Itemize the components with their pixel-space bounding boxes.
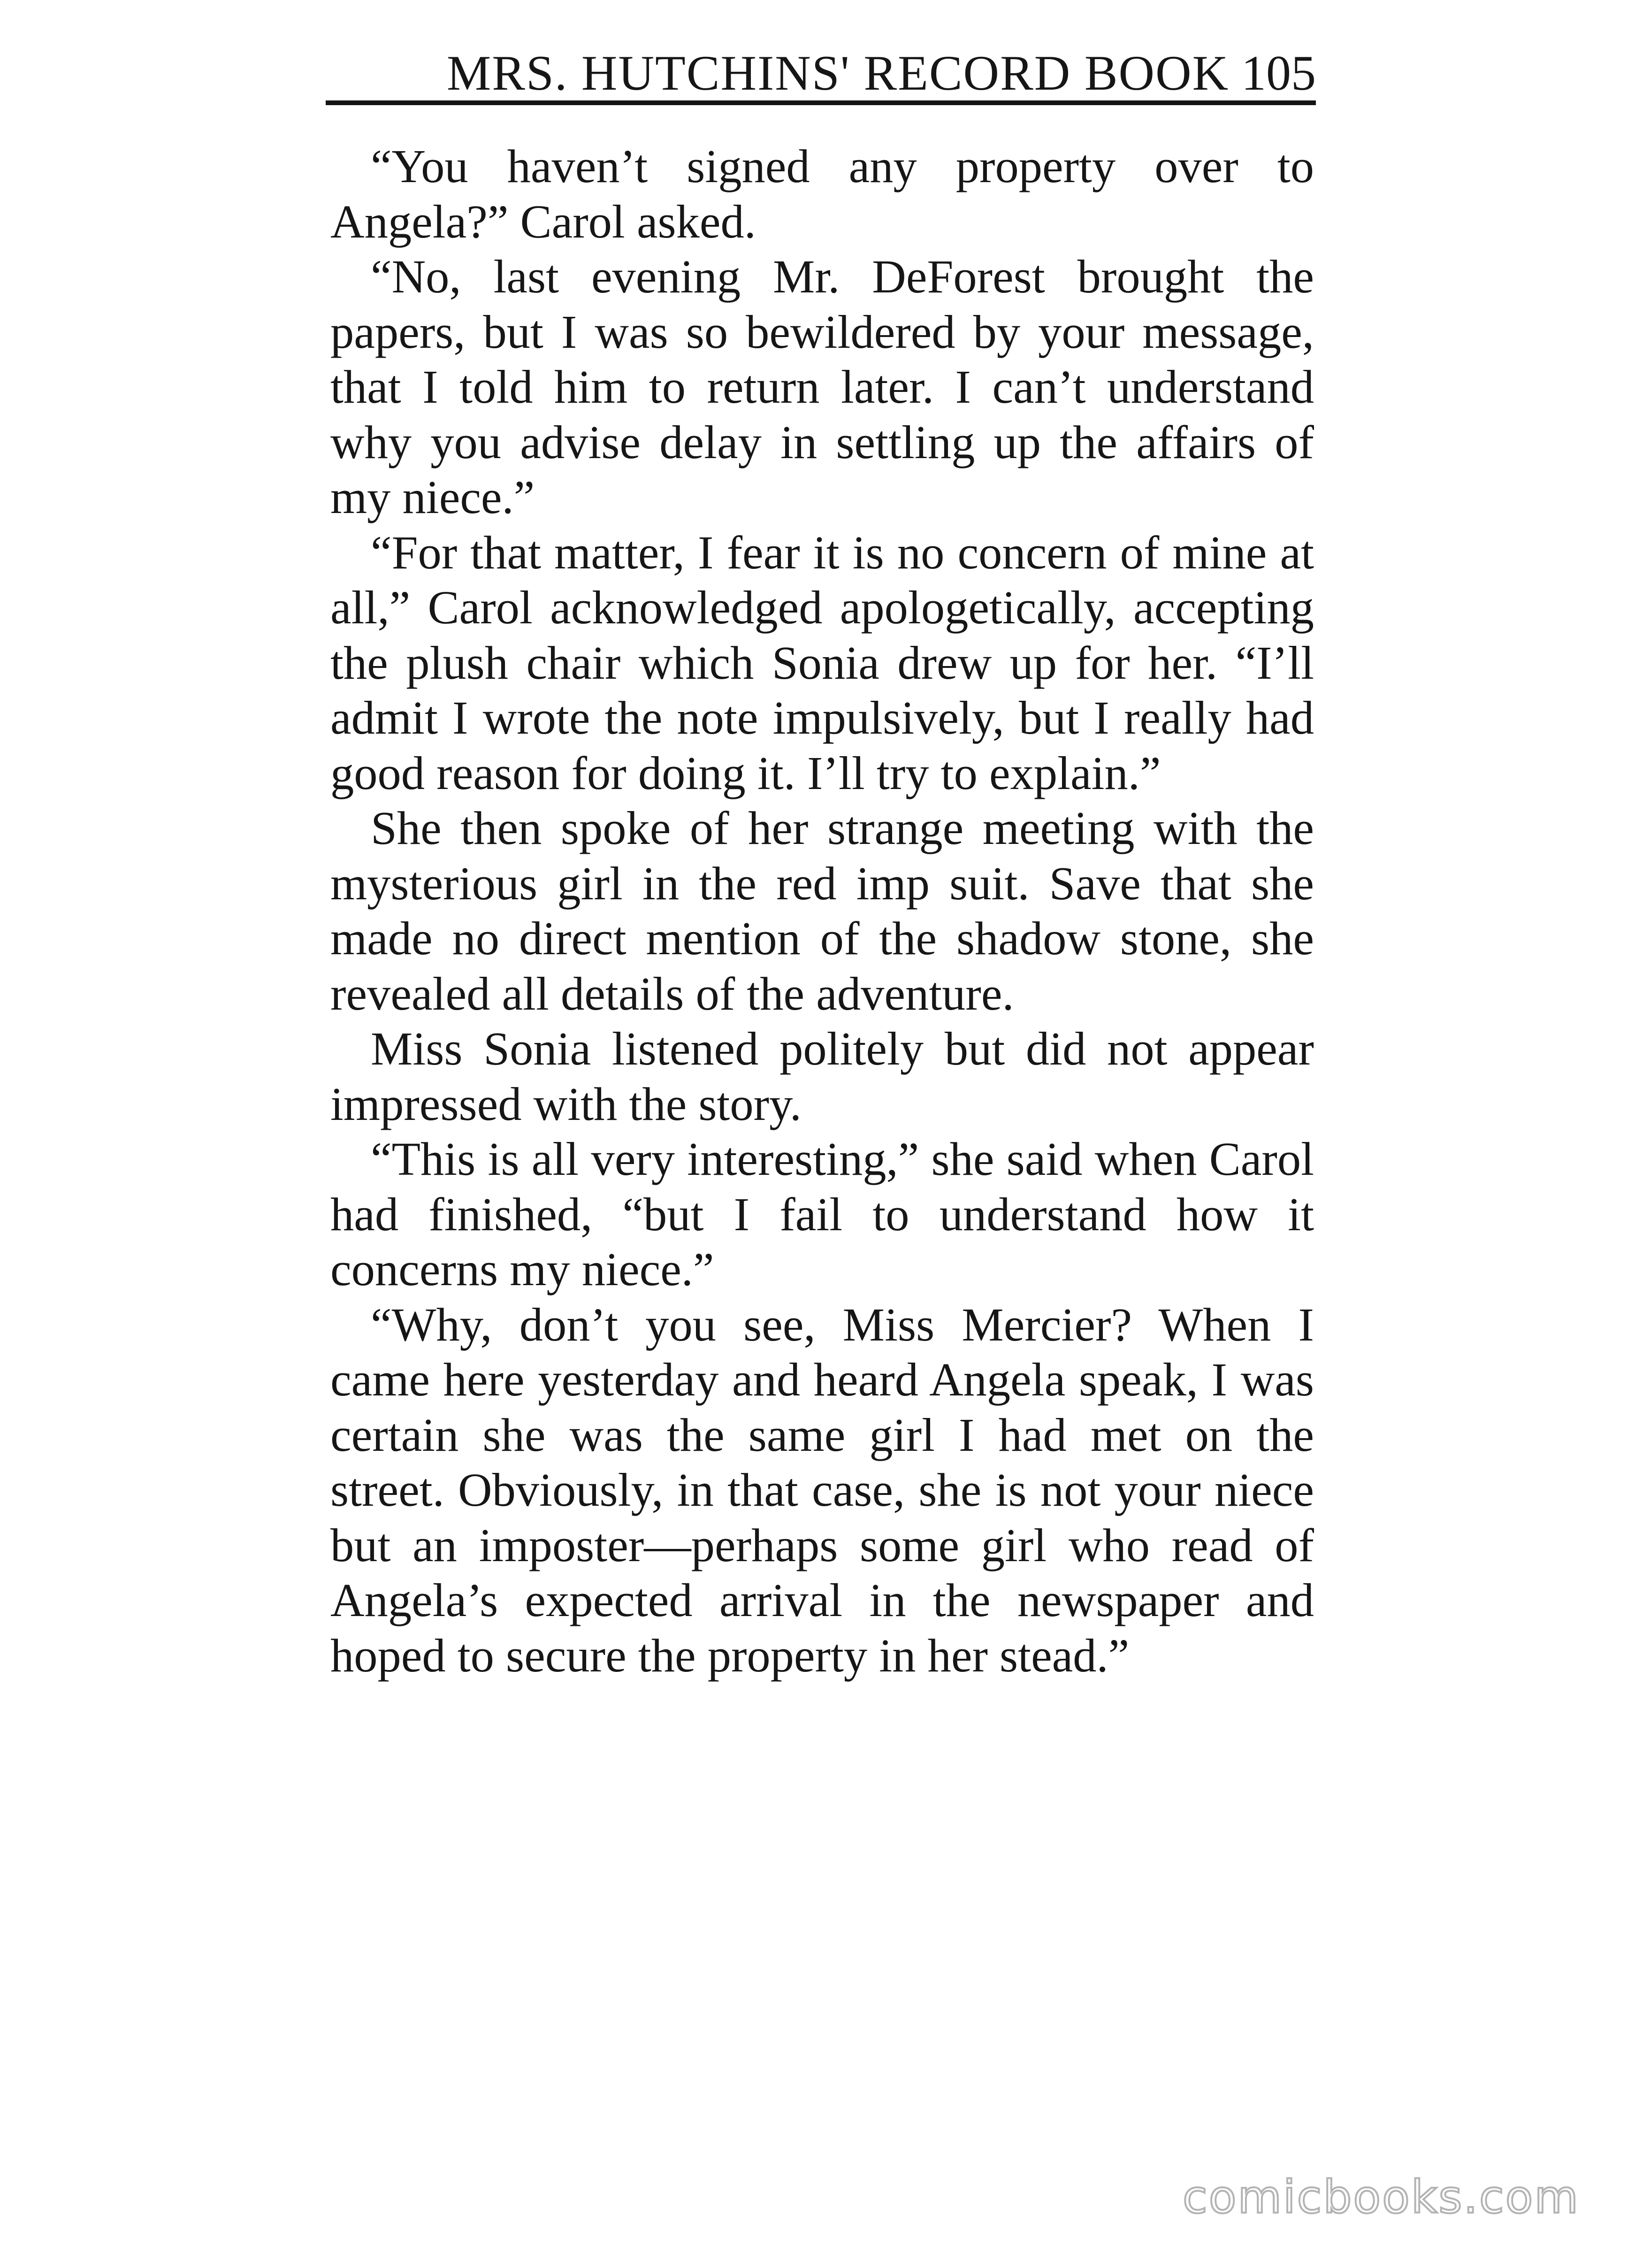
paragraph-4: She then spoke of her strange meeting with the mysterious girl in the red imp suit. Save that she made no direct mention of the shadow stone, she revealed all details of the adventure.: [330, 802, 1314, 1020]
running-head: [326, 45, 1316, 101]
header-rule: [326, 100, 1316, 105]
page-number: 105: [1241, 46, 1316, 100]
paragraph-3: “For that matter, I fear it is no concern of mine at all,” Carol acknowledged apologetically, accepting the plush chair which Sonia drew up for her. “I’ll admit I wrote the note impulsively, but I really had good reason for doing it. I’ll try to explain.”: [330, 526, 1314, 799]
paragraph-7: “Why, don’t you see, Miss Mercier? When I came here yesterday and heard Angela speak, I was certain she was the same girl I had met on the street. Obviously, in that case, she is not your niece but an imposter—perhaps some girl who read of Angela’s expected arrival in the newspaper and hoped to secure the property in her stead.”: [330, 1298, 1314, 1682]
watermark: comicbooks.com: [1182, 2171, 1580, 2223]
running-title: MRS. HUTCHINS' RECORD BOOK: [447, 46, 1230, 100]
paragraph-5: Miss Sonia listened politely but did not appear impressed with the story.: [330, 1022, 1314, 1130]
paragraph-2: “No, last evening Mr. DeForest brought the papers, but I was so bewildered by your message, that I told him to return later. I can’t understand why you advise delay in settling up the affairs of my niece.”: [330, 250, 1314, 523]
paragraph-6: “This is all very interesting,” she said when Carol had finished, “but I fail to understand how it concerns my niece.”: [330, 1133, 1314, 1295]
body-text: [330, 139, 1314, 1683]
paragraph-1: “You haven’t signed any property over to Angela?” Carol asked.: [330, 140, 1314, 248]
